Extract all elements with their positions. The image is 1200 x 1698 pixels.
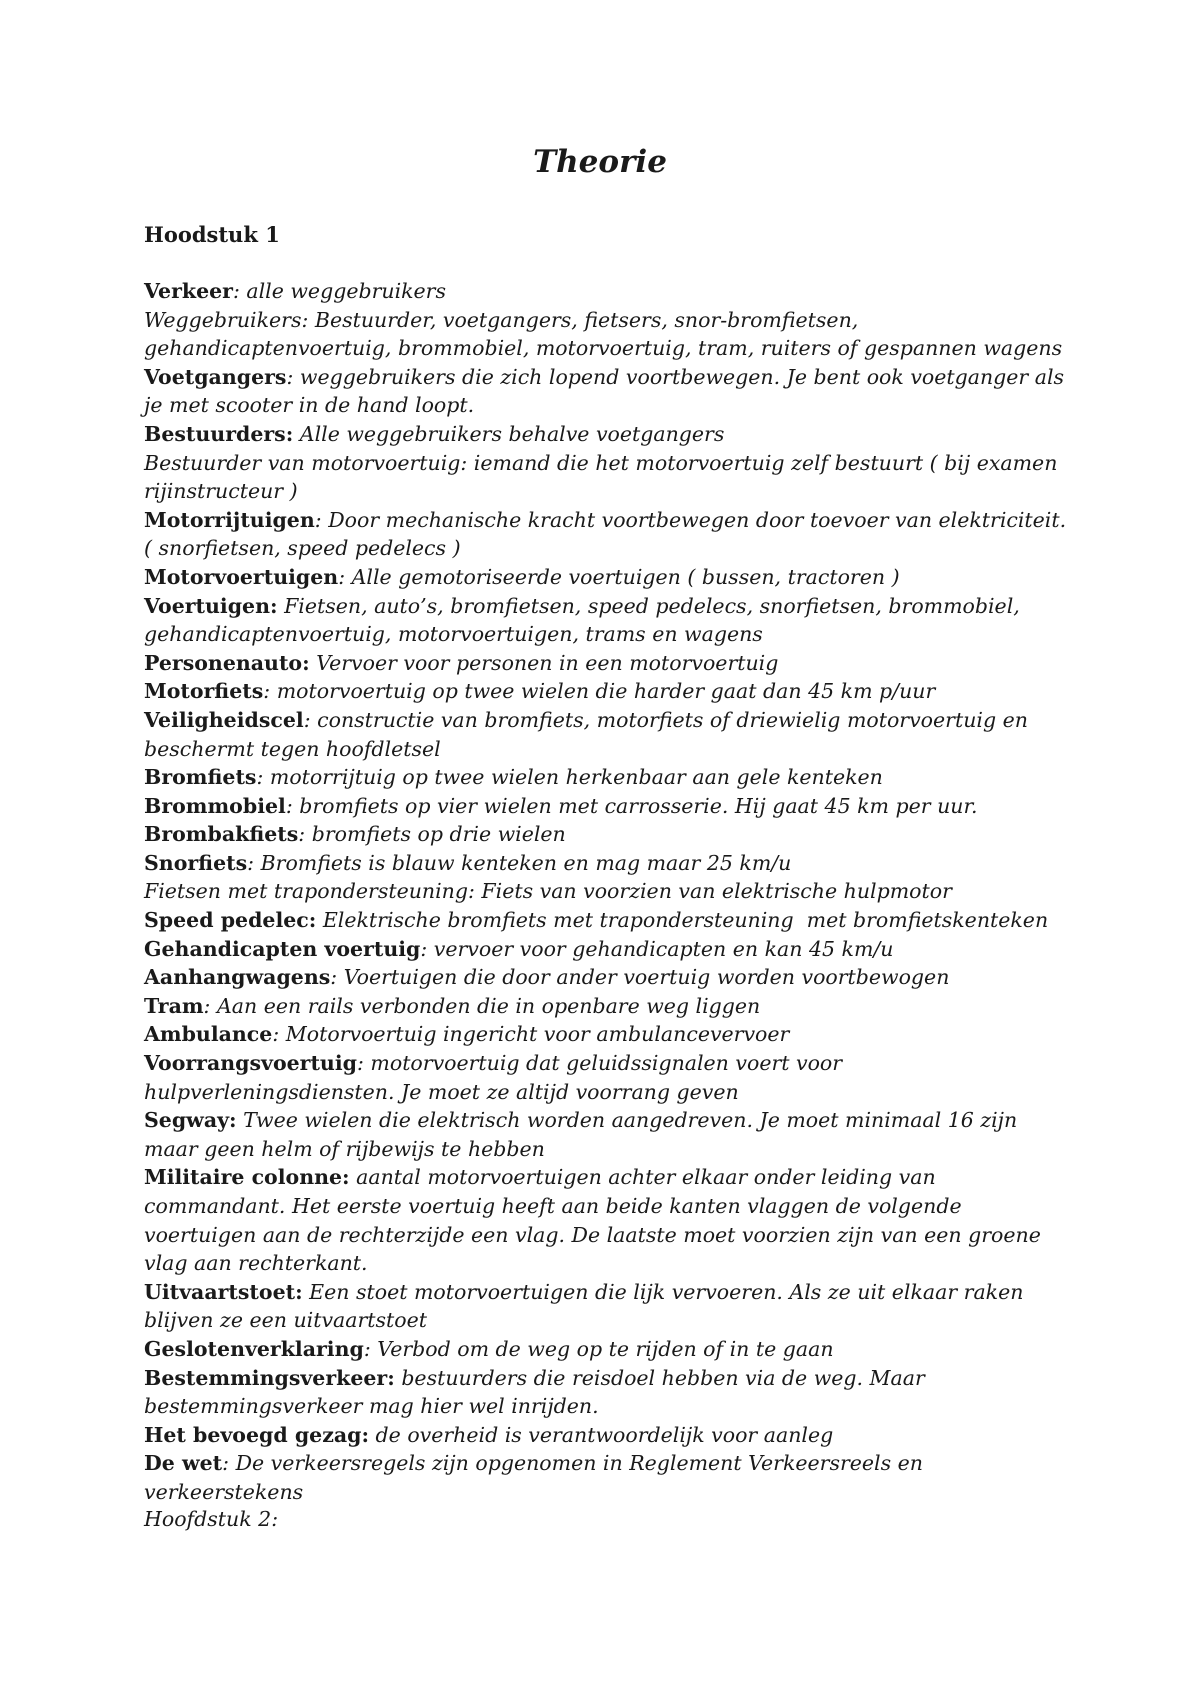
definition-text: De verkeersregels zijn opgenomen in Reglement Verkeersreels en verkeerstekens [144, 1451, 930, 1504]
definition-term: Motorfiets [144, 679, 264, 704]
definition-entry [144, 1335, 1074, 1364]
definition-colon: : [356, 1051, 364, 1076]
definition-text: Motorvoertuig ingericht voor ambulancevervoer [279, 1022, 790, 1047]
definition-text: motorvoertuig op twee wielen die harder gaat dan 45 km p/uur [270, 679, 936, 704]
definition-text: de overheid is verantwoordelijk voor aanleg [369, 1422, 834, 1447]
definition-text: Verbod om de weg op te rijden of in te gaan [370, 1336, 834, 1361]
definition-term: Voetgangers [144, 364, 287, 389]
definition-entry [144, 306, 1074, 363]
definition-text: motorvoertuig dat geluidssignalen voert voor hulpverleningsdiensten. Je moet ze altijd voorrang geven [144, 1051, 849, 1104]
definition-term: Gehandicapten voertuig [144, 936, 421, 961]
definition-entry [144, 1364, 1074, 1421]
definition-colon: : [263, 679, 271, 704]
definition-entry [144, 1106, 1074, 1163]
definition-colon: : [232, 279, 240, 303]
definition-colon: : [247, 850, 255, 875]
definition-colon: : [222, 1451, 230, 1476]
definition-text: Alle weggebruikers behalve voetgangers [293, 421, 725, 446]
definition-term: Brommobiel [144, 793, 286, 818]
definition-term: Motorrijtuigen [144, 507, 315, 532]
definition-text: Voertuigen die door ander voertuig worden voortbewogen [337, 965, 950, 990]
definition-text: vervoer voor gehandicapten en kan 45 km/u [427, 936, 894, 961]
definition-text: Twee wielen die elektrisch worden aangedreven. Je moet minimaal 16 zijn maar geen helm of rijbewijs te hebben [144, 1108, 1024, 1161]
definition-term: Bestuurders: [144, 421, 294, 446]
definition-entry [144, 649, 1074, 678]
definition-term: Voertuigen: [144, 593, 278, 618]
page-title: Theorie [533, 144, 667, 180]
definition-text: Aan een rails verbonden die in openbare weg liggen [210, 993, 761, 1018]
definition-entry [144, 420, 1074, 449]
definition-text: bestuurders die reisdoel hebben via de weg. Maar bestemmingsverkeer mag hier wel inrijden. [144, 1365, 932, 1419]
definition-text: constructie van bromfiets, motorfiets of driewielig motorvoertuig en beschermt tegen hoofdletsel [144, 707, 1035, 761]
definition-entry [144, 1278, 1074, 1335]
definition-term: Tram [144, 993, 204, 1018]
definition-entry [144, 1449, 1074, 1506]
definition-term: Speed pedelec: [144, 908, 317, 933]
definition-text: bromfiets op vier wielen met carrosserie. Hij gaat 45 km per uur. [292, 793, 978, 818]
definition-colon: : [303, 707, 311, 732]
definition-text: Vervoer voor personen in een motorvoertuig [309, 650, 779, 675]
chapter-1-heading: Hoodstuk 1 [144, 222, 280, 247]
definition-entry [144, 935, 1074, 964]
definition-term: De wet [144, 1451, 223, 1476]
definition-colon: : [330, 965, 338, 990]
definition-entry [144, 677, 1074, 706]
definition-text: Alle gemotoriseerde voertuigen ( bussen, tractoren ) [345, 564, 900, 589]
definition-text: alle weggebruikers [239, 279, 447, 303]
definition-term: Aanhangwagens [144, 965, 331, 990]
definition-entry [144, 1163, 1074, 1277]
definition-term: Bestemmingsverkeer: [144, 1365, 395, 1390]
definition-text: Fietsen met trapondersteuning: Fiets van voorzien van elektrische hulpmotor [144, 879, 952, 904]
definition-text: weggebruikers die zich lopend voortbewegen. Je bent ook voetganger als je met scooter in de hand loopt. [144, 364, 1071, 418]
definition-entry [144, 363, 1074, 420]
definition-text: Weggebruikers: Bestuurder, voetgangers, fietsers, snor-bromfietsen, gehandicaptenvoertuig, brommobiel, motorvoertuig, tram, ruiters of gespannen wagens [144, 307, 1063, 361]
definition-colon: : [338, 564, 346, 589]
definition-term: Snorfiets [144, 850, 248, 875]
definition-text: Elektrische bromfiets met trapondersteuning met bromfietskenteken [316, 908, 1049, 933]
definition-colon: : [272, 1022, 280, 1047]
definition-entry [144, 449, 1074, 506]
definition-term: Het bevoegd gezag: [144, 1422, 370, 1447]
definition-term: Militaire colonne: [144, 1165, 350, 1190]
definition-colon: : [314, 507, 322, 532]
definition-entry [144, 792, 1074, 821]
definition-term: Uitvaartstoet: [144, 1279, 303, 1304]
definition-text: Een stoet motorvoertuigen die lijk vervoeren. Als ze uit elkaar raken blijven ze een uitvaartstoet [144, 1279, 1030, 1333]
definition-term: Ambulance [144, 1022, 273, 1047]
definition-term: Geslotenverklaring [144, 1336, 364, 1361]
definition-entry [144, 906, 1074, 935]
definition-colon: : [285, 793, 293, 818]
definition-term: Bromfiets [144, 765, 257, 790]
definition-colon: : [286, 364, 294, 389]
definition-term: Motorvoertuigen [144, 564, 339, 589]
definition-entry [144, 706, 1074, 763]
definition-term: Personenauto: [144, 650, 310, 675]
definition-entry [144, 763, 1074, 792]
definition-colon: : [420, 936, 428, 961]
definition-entry [144, 563, 1074, 592]
definition-entry [144, 506, 1074, 563]
definition-term: Veiligheidscel [144, 707, 304, 732]
definition-entry [144, 877, 1074, 906]
definition-colon: : [203, 993, 211, 1018]
definition-text: Bromfiets is blauw kenteken en mag maar 25 km/u [254, 850, 792, 875]
definition-entry [144, 277, 1074, 306]
definition-term: Verkeer [144, 279, 233, 303]
definition-entry [144, 1020, 1074, 1049]
chapter-2-heading: Hoofdstuk 2: [144, 1507, 279, 1531]
definition-term: Voorrangsvoertuig [144, 1051, 357, 1076]
definition-colon: : [256, 765, 264, 790]
definition-term: Brombakfiets [144, 822, 299, 847]
definition-text: Fietsen, auto’s, bromfietsen, speed pedelecs, snorfietsen, brommobiel, gehandicaptenvoertuig, motorvoertuigen, trams en wagens [144, 593, 1027, 647]
definition-text: Bestuurder van motorvoertuig: iemand die het motorvoertuig zelf bestuurt ( bij examen rijinstructeur ) [144, 450, 1064, 504]
definition-list [144, 277, 1074, 1507]
definition-entry [144, 992, 1074, 1021]
definition-colon: : [298, 822, 306, 847]
definition-entry [144, 963, 1074, 992]
definition-entry [144, 849, 1074, 878]
definition-entry [144, 1049, 1074, 1106]
definition-text: bromfiets op drie wielen [305, 822, 566, 847]
definition-text: motorrijtuig op twee wielen herkenbaar aan gele kenteken [263, 765, 883, 790]
definition-term: Segway: [144, 1108, 237, 1133]
definition-entry [144, 1421, 1074, 1450]
definition-colon: : [363, 1336, 371, 1361]
definition-text: aantal motorvoertuigen achter elkaar onder leiding van commandant. Het eerste voertuig heeft aan beide kanten vlaggen de volgende voertuigen aan de rechterzijde een vlag. De laatste moet voorzien zijn van een groene vlag aan rechterkant. [144, 1165, 1048, 1276]
definition-entry [144, 592, 1074, 649]
definition-text: Door mechanische kracht voortbewegen door toevoer van elektriciteit. ( snorfietsen, speed pedelecs ) [144, 507, 1073, 561]
definition-entry [144, 820, 1074, 849]
